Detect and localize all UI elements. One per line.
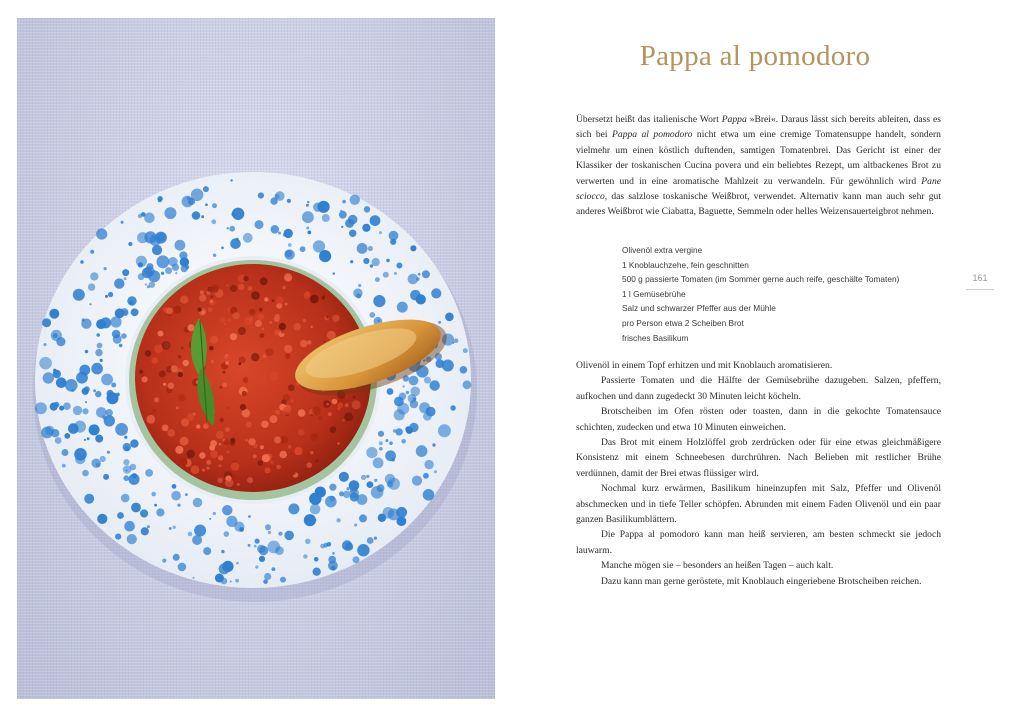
- recipe-intro: [576, 112, 941, 220]
- intro-text: , das salzlose toskanische Weißbrot, verwendet. Alternativ kann man auch sehr gut anderes Weißbrot wie Ciabatta, Baguette, Semmeln oder helles Weizensauerteigbrot nehmen.: [576, 191, 941, 218]
- intro-text: nicht etwa um eine cremige Tomatensuppe handelt, sondern vielmehr um einen köstlich duftenden, samtigen Tomatenbrei. Das Gericht ist einer der Klassiker der toskanischen Cucina povera und ein beliebtes Rezept, um altbackenes Brot zu verwerten und in eine aromatische Mahlzeit zu verwandeln. Für gewöhnlich wird: [576, 129, 941, 187]
- page-number-rule: [966, 289, 994, 290]
- ingredient-item: pro Person etwa 2 Scheiben Brot: [622, 317, 744, 328]
- page-number: 161: [972, 273, 988, 283]
- ingredient-item: Salz und schwarzer Pfeffer aus der Mühle: [622, 303, 776, 314]
- method-step: Olivenöl in einem Topf erhitzen und mit Knoblauch aromatisieren.: [576, 360, 833, 371]
- ingredient-item: 500 g passierte Tomaten (im Sommer gerne auch reife, geschälte Tomaten): [622, 274, 900, 285]
- method-step: Passierte Tomaten und die Hälfte der Gemüsebrühe dazugeben. Salzen, pfeffern, aufkochen und dann zugedeckt 30 Minuten leicht köcheln.: [576, 375, 941, 402]
- ingredient-item: Olivenöl extra vergine: [622, 245, 703, 255]
- method-step: Dazu kann man gerne geröstete, mit Knoblauch eingeriebene Brotscheiben reichen.: [601, 575, 922, 587]
- method-step: Nochmal kurz erwärmen, Basilikum hineinzupfen mit Salz, Pfeffer und Olivenöl abschmecken und in tiefe Teller schöpfen. Abrunden mit einem Faden Olivenöl und ein paar ganzen Basilikumblättern.: [576, 483, 941, 526]
- method-step: Brotscheiben im Ofen rösten oder toasten, dann in die gekochte Tomatensauce schichten, zudecken und etwa 10 Minuten einweichen.: [576, 406, 941, 433]
- ingredient-item: 1 l Gemüsebrühe: [622, 288, 686, 299]
- method-step: Manche mögen sie – besonders an heißen Tagen – auch kalt.: [601, 560, 834, 572]
- ingredient-item: frisches Basilikum: [622, 332, 689, 343]
- ingredient-item: 1 Knoblauchzehe, fein geschnitten: [622, 259, 749, 270]
- ingredient-list: [622, 243, 942, 345]
- soup-plate-illustration: [17, 18, 495, 699]
- method-step: Das Brot mit einem Holzlöffel grob zerdrücken oder für eine etwas gleichmäßigere Konsistenz mit einem Schneebesen durchrühren. Nach Belieben mit restlicher Brühe verdünnen, damit der Brei etwas flüssiger wird.: [576, 437, 941, 479]
- recipe-photo: [17, 18, 495, 699]
- intro-italic-term: Pappa: [721, 114, 747, 125]
- intro-italic-term: Pappa al pomodoro: [612, 129, 693, 141]
- intro-italic-term: Pane sciocco: [576, 175, 941, 203]
- intro-text: »Brei«. Daraus lässt sich bereits ableiten, dass es sich bei: [576, 114, 941, 141]
- method-step: Die Pappa al pomodoro kann man heiß servieren, am besten schmeckt sie jedoch lauwarm.: [576, 529, 941, 556]
- recipe-title: Pappa al pomodoro: [639, 40, 871, 72]
- method-steps: [576, 358, 941, 589]
- intro-text: Übersetzt heißt das italienische Wort: [576, 114, 722, 125]
